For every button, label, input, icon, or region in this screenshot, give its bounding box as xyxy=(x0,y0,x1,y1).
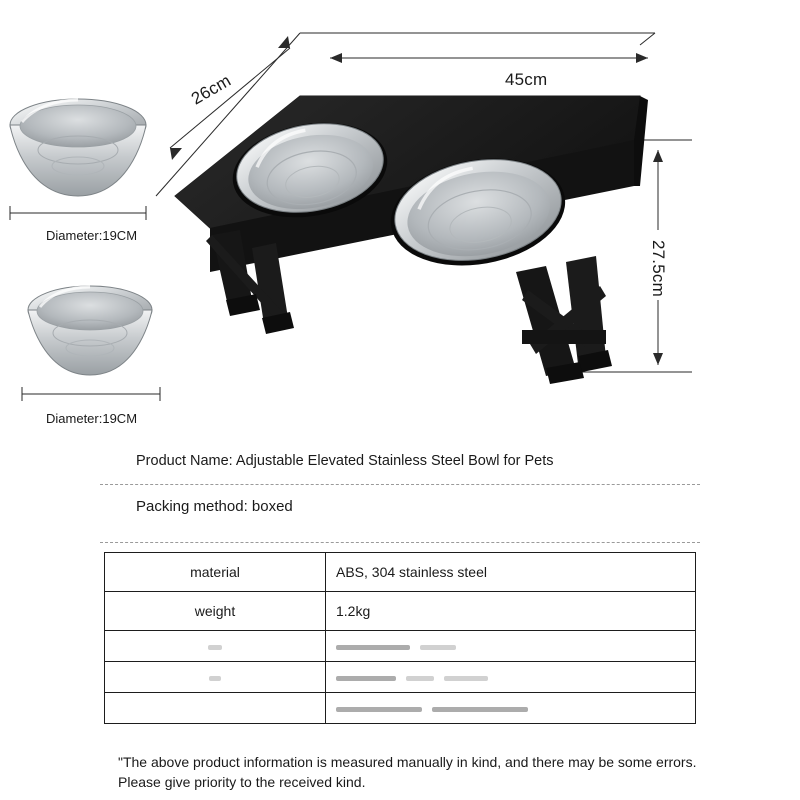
spec-key-blank-3 xyxy=(105,693,326,724)
table-row xyxy=(105,631,696,662)
bowl-side-2 xyxy=(22,286,160,401)
table-row xyxy=(105,693,696,724)
elevated-bowl-stand xyxy=(175,96,648,384)
spec-key-material: material xyxy=(105,553,326,592)
footnote-text: "The above product information is measured manually in kind, and there may be some errors. Please give priority to the received kind. xyxy=(118,754,697,790)
table-row xyxy=(105,553,696,592)
divider-2 xyxy=(100,542,700,543)
spec-value-blank-1 xyxy=(326,631,696,662)
spec-table xyxy=(104,552,696,724)
product-name-row xyxy=(0,440,800,484)
spec-key-blank-2 xyxy=(105,662,326,693)
dimension-depth-label: 26cm xyxy=(188,70,235,109)
packing-method-text: Packing method: boxed xyxy=(136,498,293,515)
bowl-1-diameter-label: Diameter:19CM xyxy=(46,228,138,243)
spec-key-blank-1 xyxy=(105,631,326,662)
packing-method-row xyxy=(0,484,800,524)
spec-value-blank-3 xyxy=(326,693,696,724)
spec-value-material: ABS, 304 stainless steel xyxy=(326,553,696,592)
spec-value-weight: 1.2kg xyxy=(326,592,696,631)
spec-value-blank-2 xyxy=(326,662,696,693)
spec-key-weight: weight xyxy=(105,592,326,631)
bowl-2-diameter-label: Diameter:19CM xyxy=(46,411,138,426)
product-name-text: Product Name: Adjustable Elevated Stainless Steel Bowl for Pets xyxy=(136,453,554,469)
dimension-height-label: 27.5cm xyxy=(649,240,668,297)
table-row xyxy=(105,662,696,693)
table-row xyxy=(105,592,696,631)
dimension-width-label: 45cm xyxy=(505,70,548,89)
bowl-side-1 xyxy=(10,99,146,220)
info-block xyxy=(0,440,800,524)
